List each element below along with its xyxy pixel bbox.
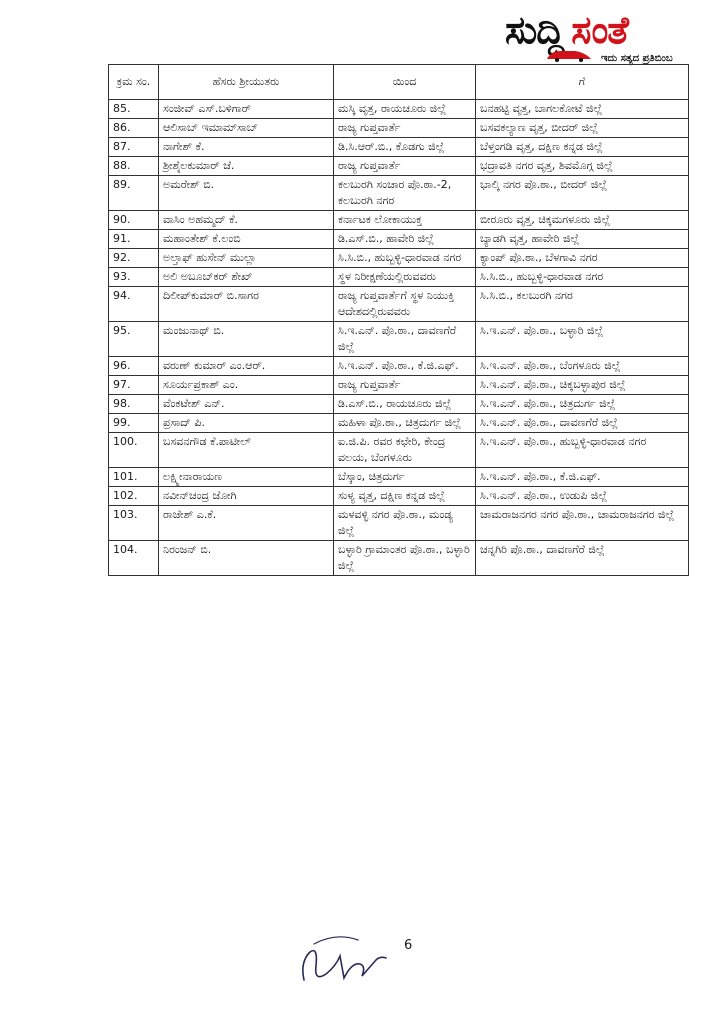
table-row bbox=[109, 414, 689, 433]
from-posting: ರಾಜ್ಯ ಗುಪ್ತವಾರ್ತೆ bbox=[334, 376, 476, 395]
row-number: 97. bbox=[109, 376, 159, 395]
to-posting: ಭಾಲ್ಕಿ ನಗರ ಪೊ.ಠಾ., ಬೀದರ್ ಜಿಲ್ಲೆ bbox=[476, 176, 689, 211]
officer-name: ನವೀನ್‌ಚಂದ್ರ ಜೋಗಿ bbox=[159, 487, 334, 506]
table-row bbox=[109, 506, 689, 541]
from-posting: ಬಳ್ಳಾರಿ ಗ್ರಾಮಾಂತರ ಪೊ.ಠಾ., ಬಳ್ಳಾರಿ ಜಿಲ್ಲೆ bbox=[334, 541, 476, 576]
table-row bbox=[109, 249, 689, 268]
from-posting: ಸುಳ್ಯ ವೃತ್ತ, ದಕ್ಷಿಣ ಕನ್ನಡ ಜಿಲ್ಲೆ bbox=[334, 487, 476, 506]
to-posting: ಸಿ.ಇ.ಎನ್. ಪೊ.ಠಾ., ಹುಬ್ಬಳ್ಳಿ-ಧಾರವಾಡ ನಗರ bbox=[476, 433, 689, 468]
to-posting: ಸಿ.ಇ.ಎನ್. ಪೊ.ಠಾ., ಉಡುಪಿ ಜಿಲ್ಲೆ bbox=[476, 487, 689, 506]
from-posting: ಬೆಸ್ಕಾಂ, ಚಿತ್ರದುರ್ಗ bbox=[334, 468, 476, 487]
table-row bbox=[109, 541, 689, 576]
table-row bbox=[109, 100, 689, 119]
to-posting: ಕ್ಯಾಂಪ್ ಪೊ.ಠಾ., ಬೆಳಗಾವಿ ನಗರ bbox=[476, 249, 689, 268]
table-header-row bbox=[109, 65, 689, 100]
officer-name: ದಿಲೀಪ್‌ಕುಮಾರ್ ಬಿ.ಸಾಗರ bbox=[159, 287, 334, 322]
row-number: 102. bbox=[109, 487, 159, 506]
logo-tagline: ಇದು ಸತ್ಯದ ಪ್ರತಿಬಿಂಬ bbox=[601, 53, 673, 64]
row-number: 86. bbox=[109, 119, 159, 138]
table-row bbox=[109, 395, 689, 414]
to-posting: ಬ್ಯಾಡಗಿ ವೃತ್ತ, ಹಾವೇರಿ ಜಿಲ್ಲೆ bbox=[476, 230, 689, 249]
officer-name: ಅಲಿ ಅಬೂಬ್‌ಕರ್ ಶೇಖ್ bbox=[159, 268, 334, 287]
to-posting: ಸಿ.ಇ.ಎನ್. ಪೊ.ಠಾ., ಬಳ್ಳಾರಿ ಜಿಲ್ಲೆ bbox=[476, 322, 689, 357]
table-row bbox=[109, 119, 689, 138]
row-number: 100. bbox=[109, 433, 159, 468]
car-icon bbox=[545, 48, 593, 62]
from-posting: ಮಸ್ಕಿ ವೃತ್ತ, ರಾಯಚೂರು ಜಿಲ್ಲೆ bbox=[334, 100, 476, 119]
officer-name: ಸಂಜೀವ್ ಎಸ್.ಬಳಿಗಾರ್ bbox=[159, 100, 334, 119]
logo-word-2: ಸಂತೆ bbox=[571, 8, 628, 52]
officer-name: ಸೂರ್ಯಪ್ರಕಾಶ್ ಎಂ. bbox=[159, 376, 334, 395]
to-posting: ಸಿ.ಇ.ಎನ್. ಪೊ.ಠಾ., ದಾವಣಗೆರೆ ಜಿಲ್ಲೆ bbox=[476, 414, 689, 433]
officer-name: ರಾಜೇಶ್ ಎ.ಕೆ. bbox=[159, 506, 334, 541]
officer-name: ಪ್ರಸಾದ್ ಪಿ. bbox=[159, 414, 334, 433]
row-number: 89. bbox=[109, 176, 159, 211]
officer-name: ಬಸವನಗೌಡ ಕೆ.ಪಾಟೀಲ್ bbox=[159, 433, 334, 468]
row-number: 103. bbox=[109, 506, 159, 541]
from-posting: ಸಿ.ಇ.ಎನ್. ಪೊ.ಠಾ., ಕೆ.ಜಿ.ಎಫ್. bbox=[334, 357, 476, 376]
row-number: 95. bbox=[109, 322, 159, 357]
transfer-table bbox=[108, 64, 689, 576]
from-posting: ಕಲಬುರಗಿ ಸಂಚಾರ ಪೊ.ಠಾ.-2, ಕಲಬುರಗಿ ನಗರ bbox=[334, 176, 476, 211]
from-posting: ಸಿ.ಇ.ಎನ್. ಪೊ.ಠಾ., ದಾವಣಗೆರೆ ಜಿಲ್ಲೆ bbox=[334, 322, 476, 357]
to-posting: ಭದ್ರಾವತಿ ನಗರ ವೃತ್ತ, ಶಿವಮೊಗ್ಗ ಜಿಲ್ಲೆ bbox=[476, 157, 689, 176]
from-posting: ರಾಜ್ಯ ಗುಪ್ತವಾರ್ತೆಗೆ ಸ್ಥಳ ನಿಯುಕ್ತಿ ಆದೇಶದಲ್ಲಿರುವವರು bbox=[334, 287, 476, 322]
officer-name: ಅಲ್ತಾಫ್ ಹುಸೇನ್ ಮುಲ್ಲಾ bbox=[159, 249, 334, 268]
from-posting: ಮಳವಳ್ಳಿ ನಗರ ಪೊ.ಠಾ., ಮಂಡ್ಯ ಜಿಲ್ಲೆ bbox=[334, 506, 476, 541]
table-row bbox=[109, 157, 689, 176]
to-posting: ಬಸವಕಲ್ಯಾಣ ವೃತ್ತ, ಬೀದರ್ ಜಿಲ್ಲೆ bbox=[476, 119, 689, 138]
from-posting: ಡಿ.ಎಸ್.ಬಿ., ಹಾವೇರಿ ಜಿಲ್ಲೆ bbox=[334, 230, 476, 249]
from-posting: ರಾಜ್ಯ ಗುಪ್ತವಾರ್ತೆ bbox=[334, 119, 476, 138]
logo-word-1: ಸುದ್ದಿ bbox=[505, 8, 564, 52]
table-row bbox=[109, 230, 689, 249]
newspaper-logo bbox=[505, 8, 715, 72]
row-number: 91. bbox=[109, 230, 159, 249]
officer-name: ನಾಗೇಶ್ ಕೆ. bbox=[159, 138, 334, 157]
to-posting: ಬೆಳ್ತಂಗಡಿ ವೃತ್ತ, ದಕ್ಷಿಣ ಕನ್ನಡ ಜಿಲ್ಲೆ bbox=[476, 138, 689, 157]
header-to: ಗೆ bbox=[476, 65, 689, 100]
row-number: 104. bbox=[109, 541, 159, 576]
to-posting: ಬನಹಟ್ಟಿ ವೃತ್ತ, ಬಾಗಲಕೋಟೆ ಜಿಲ್ಲೆ bbox=[476, 100, 689, 119]
row-number: 99. bbox=[109, 414, 159, 433]
page-number: 6 bbox=[404, 938, 413, 953]
from-posting: ಡಿ.ಎಸ್.ಬಿ., ರಾಯಚೂರು ಜಿಲ್ಲೆ bbox=[334, 395, 476, 414]
to-posting: ಚಾಮರಾಜನಗರ ನಗರ ಪೊ.ಠಾ., ಚಾಮರಾಜನಗರ ಜಿಲ್ಲೆ bbox=[476, 506, 689, 541]
to-posting: ಸಿ.ಇ.ಎನ್. ಪೊ.ಠಾ., ಚಿಕ್ಕಬಳ್ಳಾಪುರ ಜಿಲ್ಲೆ bbox=[476, 376, 689, 395]
row-number: 88. bbox=[109, 157, 159, 176]
row-number: 87. bbox=[109, 138, 159, 157]
to-posting: ಸಿ.ಸಿ.ಬಿ., ಹುಬ್ಬಳ್ಳಿ-ಧಾರವಾಡ ನಗರ bbox=[476, 268, 689, 287]
header-from: ಯಿಂದ bbox=[334, 65, 476, 100]
officer-name: ಶ್ರೀಶೈಲಕುಮಾರ್ ಜೆ. bbox=[159, 157, 334, 176]
from-posting: ಕರ್ನಾಟಕ ಲೋಕಾಯುಕ್ತ bbox=[334, 211, 476, 230]
to-posting: ಸಿ.ಸಿ.ಬಿ., ಕಲಬುರಗಿ ನಗರ bbox=[476, 287, 689, 322]
row-number: 98. bbox=[109, 395, 159, 414]
from-posting: ಸಿ.ಸಿ.ಬಿ., ಹುಬ್ಬಳ್ಳಿ-ಧಾರವಾಡ ನಗರ bbox=[334, 249, 476, 268]
to-posting: ಸಿ.ಇ.ಎನ್. ಪೊ.ಠಾ., ಬೆಂಗಳೂರು ಜಿಲ್ಲೆ bbox=[476, 357, 689, 376]
to-posting: ಚನ್ನಗಿರಿ ಪೊ.ಠಾ., ದಾವಣಗೆರೆ ಜಿಲ್ಲೆ bbox=[476, 541, 689, 576]
header-name: ಹೆಸರು ಶ್ರೀಯುತರು bbox=[159, 65, 334, 100]
handwritten-signature bbox=[296, 922, 396, 992]
to-posting: ಬೀರೂರು ವೃತ್ತ, ಚಿಕ್ಕಮಗಳೂರು ಜಿಲ್ಲೆ bbox=[476, 211, 689, 230]
table-row bbox=[109, 138, 689, 157]
table-row bbox=[109, 357, 689, 376]
to-posting: ಸಿ.ಇ.ಎನ್. ಪೊ.ಠಾ., ಚಿತ್ರದುರ್ಗ ಜಿಲ್ಲೆ bbox=[476, 395, 689, 414]
table-row bbox=[109, 211, 689, 230]
officer-name: ವಾಸಿಂ ಅಹಮ್ಮದ್ ಕೆ. bbox=[159, 211, 334, 230]
from-posting: ಡಿ.ಸಿ.ಆರ್.ಬಿ., ಕೊಡಗು ಜಿಲ್ಲೆ bbox=[334, 138, 476, 157]
logo-wordmark bbox=[505, 8, 628, 52]
table-row bbox=[109, 433, 689, 468]
table-row bbox=[109, 287, 689, 322]
from-posting: ರಾಜ್ಯ ಗುಪ್ತವಾರ್ತೆ bbox=[334, 157, 476, 176]
row-number: 94. bbox=[109, 287, 159, 322]
table-row bbox=[109, 268, 689, 287]
row-number: 93. bbox=[109, 268, 159, 287]
table-row bbox=[109, 376, 689, 395]
row-number: 90. bbox=[109, 211, 159, 230]
header-sl-no: ಕ್ರಮ ಸಂ. bbox=[109, 65, 159, 100]
from-posting: ಮಹಿಳಾ ಪೊ.ಠಾ., ಚಿತ್ರದುರ್ಗ ಜಿಲ್ಲೆ bbox=[334, 414, 476, 433]
officer-name: ಮಂಜುನಾಥ್ ಬಿ. bbox=[159, 322, 334, 357]
row-number: 85. bbox=[109, 100, 159, 119]
officer-name: ಲಕ್ಷ್ಮೀನಾರಾಯಣ bbox=[159, 468, 334, 487]
table-row bbox=[109, 176, 689, 211]
officer-name: ಅಮರೇಶ್ ಬಿ. bbox=[159, 176, 334, 211]
from-posting: ಸ್ಥಳ ನಿರೀಕ್ಷಣೆಯಲ್ಲಿರುವವರು bbox=[334, 268, 476, 287]
row-number: 92. bbox=[109, 249, 159, 268]
table-row bbox=[109, 322, 689, 357]
row-number: 101. bbox=[109, 468, 159, 487]
officer-name: ನಿರಂಜನ್ ಬಿ. bbox=[159, 541, 334, 576]
officer-name: ವೆಂಕಟೇಶ್ ಎನ್. bbox=[159, 395, 334, 414]
table-row bbox=[109, 468, 689, 487]
table-row bbox=[109, 487, 689, 506]
row-number: 96. bbox=[109, 357, 159, 376]
officer-name: ಆಲಿಸಾಬ್ ಇಮಾಮ್‌ಸಾಬ್ bbox=[159, 119, 334, 138]
officer-name: ವರುಣ್ ಕುಮಾರ್ ಎಂ.ಆರ್. bbox=[159, 357, 334, 376]
from-posting: ಐ.ಜಿ.ಪಿ. ರವರ ಕಛೇರಿ, ಕೇಂದ್ರ ವಲಯ, ಬೆಂಗಳೂರು bbox=[334, 433, 476, 468]
to-posting: ಸಿ.ಇ.ಎನ್. ಪೊ.ಠಾ., ಕೆ.ಜಿ.ಎಫ್. bbox=[476, 468, 689, 487]
officer-name: ಮಹಾಂತೇಶ್ ಕೆ.ಲಂಬಿ bbox=[159, 230, 334, 249]
